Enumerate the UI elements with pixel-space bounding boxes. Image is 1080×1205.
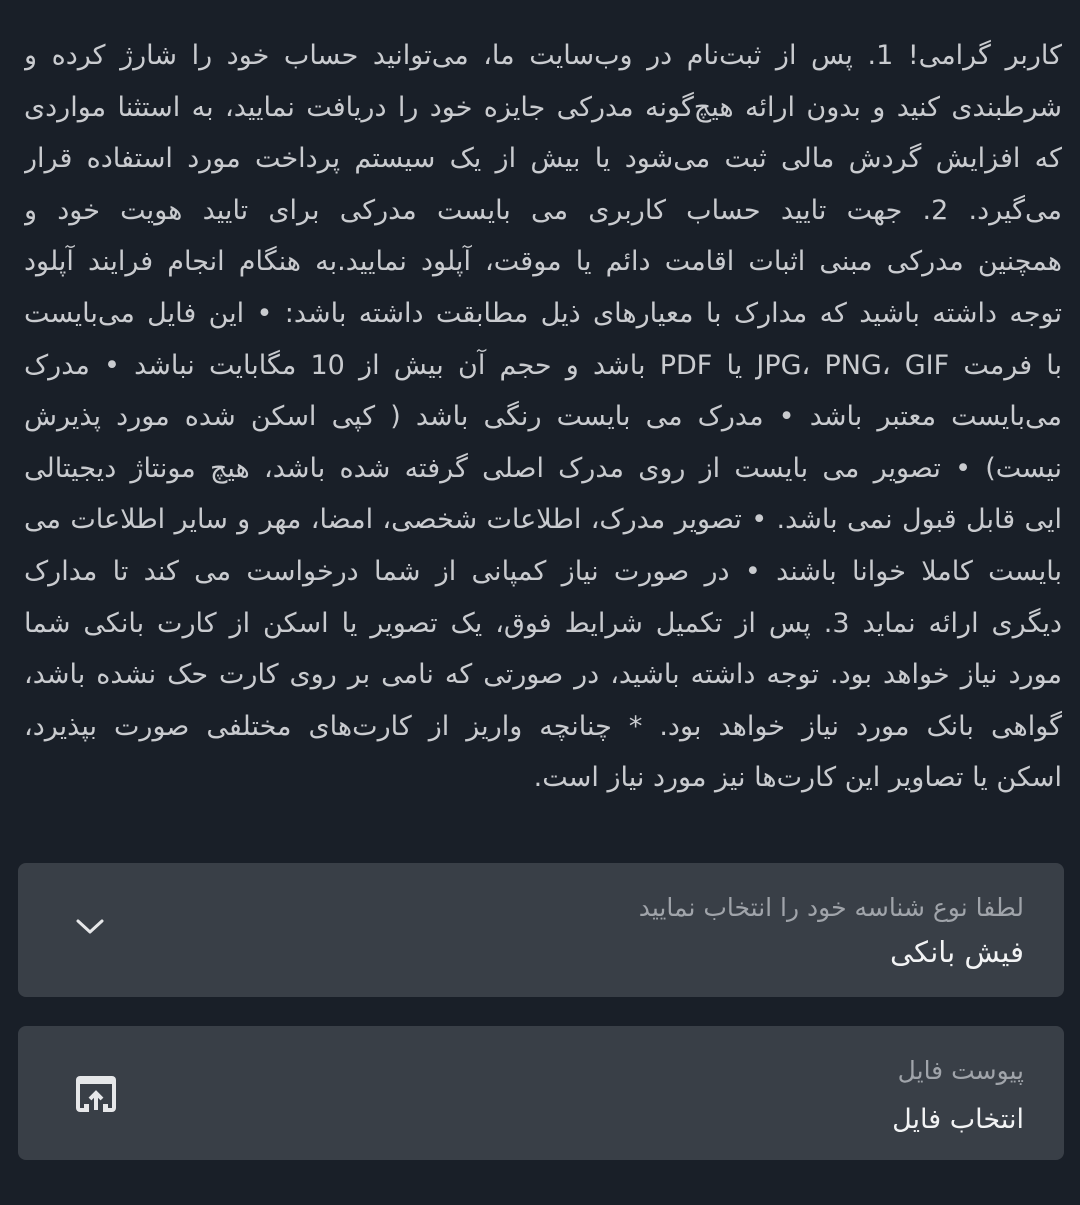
instruction-line: که افزایش گردش مالی ثبت می‌شود یا بیش از یک سیستم پرداخت مورد استفاده قرار	[24, 143, 1062, 175]
instruction-line: گواهی بانک مورد نیاز خواهد بود. * چنانچه واریز از کارت‌های مختلفی صورت بپذیرد،	[24, 710, 1062, 742]
file-attachment-label: پیوست فایل	[897, 1056, 1024, 1085]
instruction-line: توجه داشته باشید که مدارک با معیارهای ذیل مطابقت داشته باشد: • این فایل می‌بایست	[24, 297, 1062, 329]
file-attachment-picker[interactable]	[18, 1026, 1064, 1160]
instruction-line: می‌بایست معتبر باشد • مدرک می بایست رنگی باشد ( کپی اسکن شده مورد پذیرش	[24, 401, 1062, 433]
instruction-line: مورد نیاز خواهد بود. توجه داشته باشید، در صورتی که نامی بر روی کارت حک نشده باشد،	[24, 659, 1062, 691]
instruction-line: همچنین مدرکی مبنی اثبات اقامت دائم یا موقت، آپلود نمایید.به هنگام انجام فرایند آپلود	[24, 246, 1062, 278]
instruction-line: کاربر گرامی! 1. پس از ثبت‌نام در وب‌سایت ما، می‌توانید حساب خود را شارژ کرده و	[24, 40, 1062, 71]
instruction-line: ایی قابل قبول نمی باشد. • تصویر مدرک، اطلاعات شخصی، امضا، مهر و سایر اطلاعات می	[24, 504, 1062, 536]
instruction-line: شرطبندی کنید و بدون ارائه هیچ‌گونه مدرکی جایزه خود را دریافت نمایید، به استثنا مواردی	[24, 91, 1062, 123]
chevron-down-icon[interactable]	[74, 915, 106, 939]
instruction-line: دیگری ارائه نماید 3. پس از تکمیل شرایط فوق، یک تصویر یا اسکن از کارت بانکی شما	[24, 607, 1062, 639]
instruction-line: بایست کاملا خوانا باشند • در صورت نیاز کمپانی از شما درخواست می کند تا مدارک	[24, 555, 1062, 587]
choose-file-button[interactable]: انتخاب فایل	[892, 1104, 1024, 1135]
id-type-label: لطفا نوع شناسه خود را انتخاب نمایید	[638, 893, 1024, 922]
instruction-line: با فرمت JPG، PNG، GIF یا PDF باشد و حجم آن بیش از 10 مگابایت نباشد • مدرک	[24, 349, 1062, 381]
instruction-line: نیست) • تصویر می بایست از روی مدرک اصلی گرفته شده باشد، هیچ مونتاژ دیجیتالی	[24, 452, 1062, 484]
id-type-value: فیش بانکی	[890, 935, 1024, 969]
instruction-line: می‌گیرد. 2. جهت تایید حساب کاربری می بایست مدرکی برای تایید هویت خود و	[24, 194, 1062, 226]
id-type-select[interactable]	[18, 863, 1064, 997]
instruction-line: اسکن یا تصاویر این کارت‌ها نیز مورد نیاز است.	[533, 762, 1062, 794]
verification-instructions	[24, 30, 1062, 804]
upload-icon[interactable]	[74, 1074, 118, 1114]
